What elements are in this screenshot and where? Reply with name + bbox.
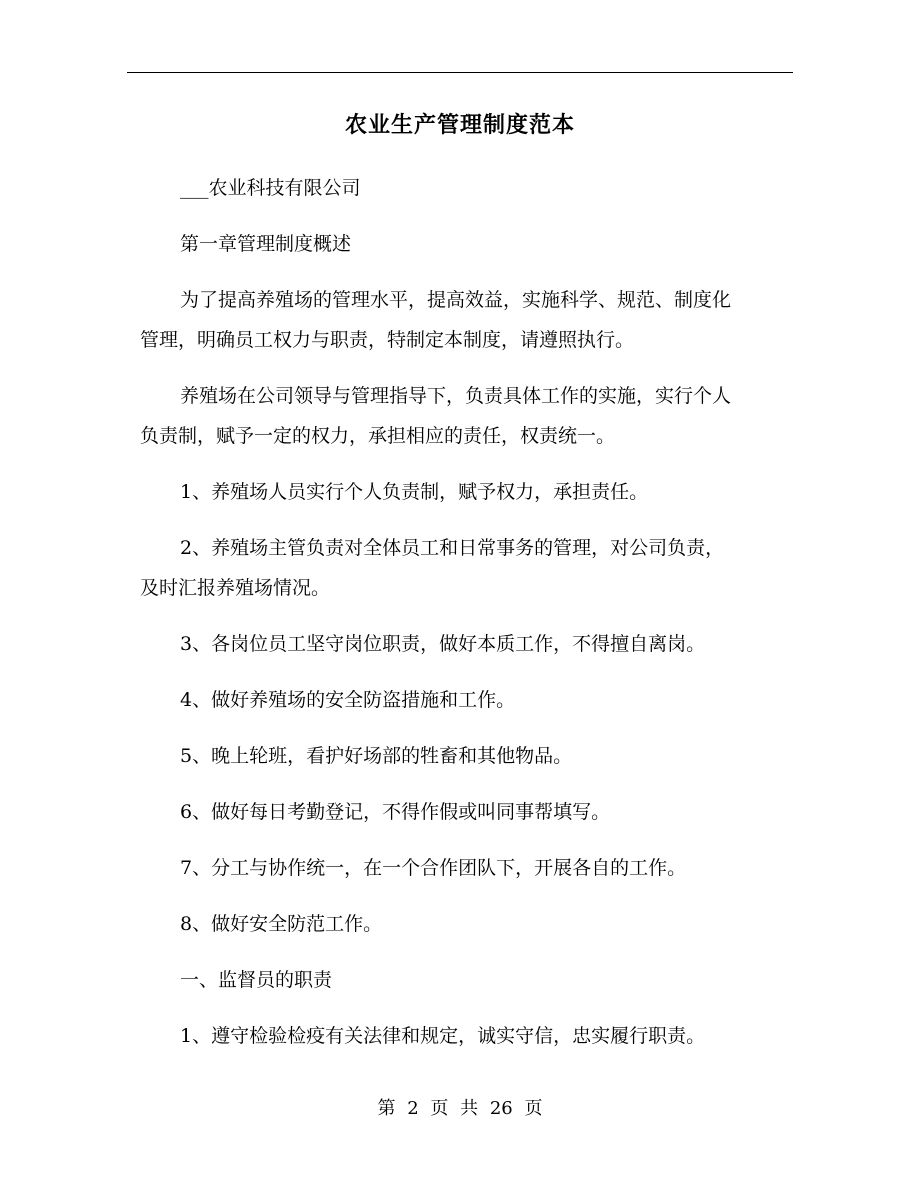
rule-item-2-line-1: 2、养殖场主管负责对全体员工和日常事务的管理，对公司负责， <box>180 537 725 559</box>
company-name: ___农业科技有限公司 <box>180 177 361 199</box>
intro-paragraph-2-line-2: 负责制，赋予一定的权力，承担相应的责任，权责统一。 <box>140 425 616 447</box>
rule-item-3: 3、各岗位员工坚守岗位职责，做好本质工作，不得擅自离岗。 <box>180 633 706 655</box>
intro-paragraph-1-line-2: 管理，明确员工权力与职责，特制定本制度，请遵照执行。 <box>140 329 635 351</box>
rule-item-8: 8、做好安全防范工作。 <box>180 913 383 935</box>
section-heading: 一、监督员的职责 <box>180 969 333 991</box>
chapter-heading: 第一章管理制度概述 <box>180 233 352 255</box>
page-footer: 第 2 页 共 26 页 <box>377 1098 543 1119</box>
document-title: 农业生产管理制度范本 <box>344 112 575 138</box>
rule-item-5: 5、晚上轮班，看护好场部的牲畜和其他物品。 <box>180 745 573 767</box>
rule-item-6: 6、做好每日考勤登记，不得作假或叫同事帮填写。 <box>180 801 611 823</box>
intro-paragraph-2-line-1: 养殖场在公司领导与管理指导下，负责具体工作的实施，实行个人 <box>180 385 732 407</box>
rule-item-4: 4、做好养殖场的安全防盗措施和工作。 <box>180 689 516 711</box>
rule-item-2-line-2: 及时汇报养殖场情况。 <box>140 577 331 599</box>
supervisor-rule-1: 1、遵守检验检疫有关法律和规定，诚实守信，忠实履行职责。 <box>180 1025 706 1047</box>
intro-paragraph-1-line-1: 为了提高养殖场的管理水平，提高效益，实施科学、规范、制度化 <box>180 289 732 311</box>
header-rule <box>127 72 793 73</box>
rule-item-7: 7、分工与协作统一，在一个合作团队下，开展各自的工作。 <box>180 857 687 879</box>
rule-item-1: 1、养殖场人员实行个人负责制，赋予权力，承担责任。 <box>180 481 649 503</box>
